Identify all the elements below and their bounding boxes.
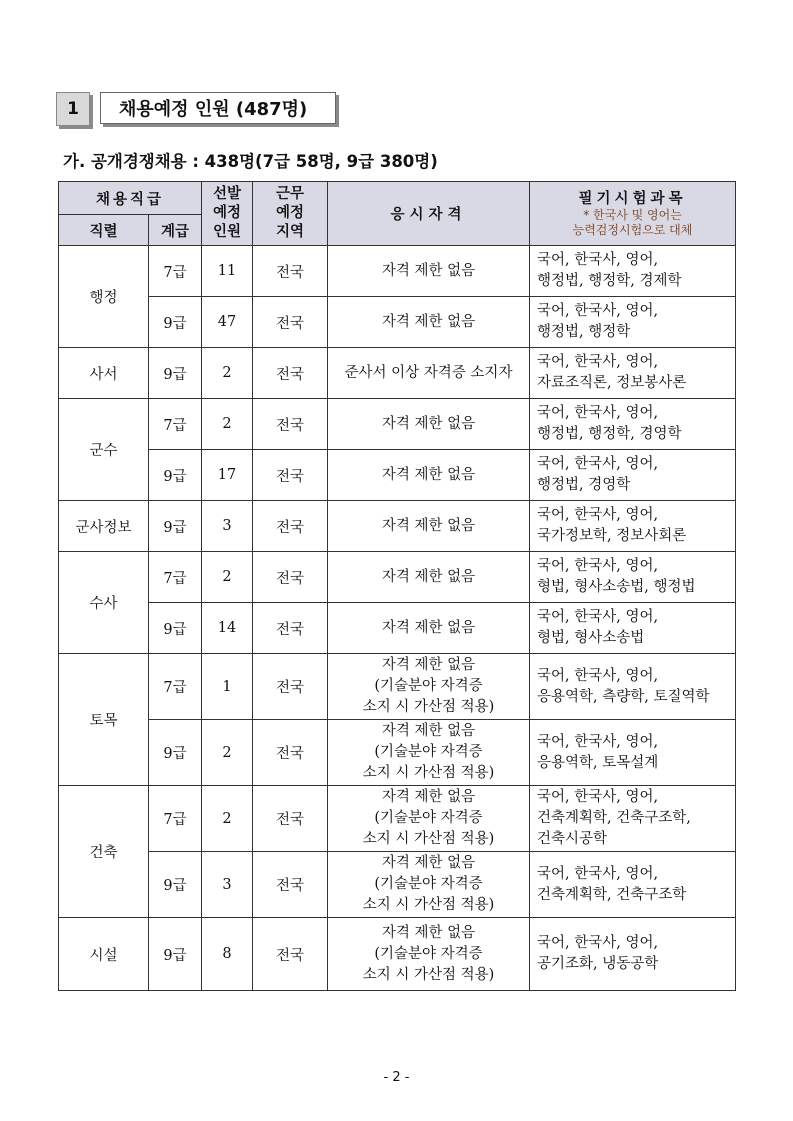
header-group: 채용직급 — [59, 182, 202, 215]
cell-series: 토목 — [59, 654, 149, 786]
table-row — [59, 246, 736, 297]
cell-qualification — [328, 348, 530, 399]
subject-line: 국어, 한국사, 영어, — [537, 865, 659, 882]
table-row — [59, 603, 736, 654]
subsection-title: 가. 공개경쟁채용 : 438명(7급 58명, 9급 380명) — [63, 152, 438, 171]
cell-grade: 9급 — [149, 603, 202, 654]
table-row — [59, 297, 736, 348]
cell-subjects — [530, 450, 736, 501]
header-count-line: 예정 — [212, 205, 241, 221]
qualification-line: 소지 시 가산점 적용) — [362, 831, 495, 847]
cell-region: 전국 — [253, 501, 328, 552]
cell-subjects — [530, 852, 736, 918]
cell-qualification — [328, 552, 530, 603]
subject-line: 국어, 한국사, 영어, — [537, 252, 659, 268]
qualification-line: 자격 제한 없음 — [381, 517, 476, 534]
subject-line: 국어, 한국사, 영어, — [537, 405, 659, 421]
cell-grade: 9급 — [149, 450, 202, 501]
subject-line: 국어, 한국사, 영어, — [537, 789, 659, 805]
cell-grade: 9급 — [149, 297, 202, 348]
cell-region: 전국 — [253, 603, 328, 654]
qualification-line: 자격 제한 없음 — [381, 568, 476, 585]
cell-subjects — [530, 246, 736, 297]
cell-region: 전국 — [253, 720, 328, 786]
subject-line: 국어, 한국사, 영어, — [537, 507, 659, 523]
cell-count: 11 — [202, 246, 253, 297]
cell-qualification — [328, 246, 530, 297]
qualification-line: (기술분야 자격증 — [374, 945, 483, 962]
header-region-line: 지역 — [275, 224, 304, 240]
cell-series: 시설 — [59, 918, 149, 991]
cell-series: 행정 — [59, 246, 149, 348]
qualification-line: 자격 제한 없음 — [381, 466, 476, 483]
subject-line: 응용역학, 토목설계 — [537, 754, 659, 771]
header-series: 직렬 — [59, 215, 149, 246]
header-subjects-label: 필기시험과목 — [578, 190, 687, 207]
qualification-line: 자격 제한 없음 — [381, 657, 476, 673]
header-grade: 계급 — [149, 215, 202, 246]
subject-line: 공기조화, 냉동공학 — [537, 956, 659, 972]
subject-line: 자료조직론, 정보봉사론 — [537, 375, 687, 391]
subject-line: 국어, 한국사, 영어, — [537, 733, 659, 750]
cell-series: 군수 — [59, 399, 149, 501]
cell-subjects — [530, 720, 736, 786]
table-row — [59, 852, 736, 918]
qualification-line: 준사서 이상 자격증 소지자 — [344, 364, 513, 381]
table-row — [59, 918, 736, 991]
table-row — [59, 786, 736, 852]
subject-line: 국어, 한국사, 영어, — [537, 667, 659, 684]
cell-region: 전국 — [253, 918, 328, 991]
qualification-line: 자격 제한 없음 — [381, 723, 476, 739]
cell-grade: 7급 — [149, 654, 202, 720]
subject-line: 국어, 한국사, 영어, — [537, 558, 659, 574]
qualification-line: 소지 시 가산점 적용) — [362, 765, 495, 781]
cell-region: 전국 — [253, 246, 328, 297]
cell-grade: 7급 — [149, 552, 202, 603]
header-count-line: 인원 — [212, 224, 241, 240]
cell-region: 전국 — [253, 399, 328, 450]
cell-series: 사서 — [59, 348, 149, 399]
cell-qualification — [328, 450, 530, 501]
cell-region: 전국 — [253, 450, 328, 501]
subject-line: 국어, 한국사, 영어, — [537, 354, 659, 370]
cell-count: 2 — [202, 720, 253, 786]
header-region — [253, 182, 328, 246]
cell-qualification — [328, 603, 530, 654]
cell-region: 전국 — [253, 348, 328, 399]
table-row — [59, 450, 736, 501]
header-note: * 한국사 및 영어는 — [583, 207, 682, 222]
cell-grade: 9급 — [149, 348, 202, 399]
cell-qualification — [328, 297, 530, 348]
page-number: - 2 - — [383, 1070, 410, 1085]
subject-line: 형법, 형사소송법, 행정법 — [537, 579, 696, 595]
cell-qualification — [328, 501, 530, 552]
subject-line: 건축계획학, 건축구조학, — [537, 810, 691, 826]
subject-line: 건축계획학, 건축구조학 — [537, 886, 687, 903]
cell-subjects — [530, 786, 736, 852]
cell-region: 전국 — [253, 852, 328, 918]
header-count-line: 선발 — [212, 186, 241, 202]
qualification-line: (기술분야 자격증 — [374, 678, 483, 694]
qualification-line: 자격 제한 없음 — [381, 313, 476, 330]
cell-count: 2 — [202, 552, 253, 603]
cell-grade: 9급 — [149, 720, 202, 786]
cell-grade: 7급 — [149, 786, 202, 852]
cell-qualification — [328, 918, 530, 991]
cell-qualification — [328, 786, 530, 852]
qualification-line: 자격 제한 없음 — [381, 262, 476, 279]
subject-line: 행정법, 행정학, 경제학 — [537, 273, 682, 289]
cell-count: 3 — [202, 501, 253, 552]
qualification-line: (기술분야 자격증 — [374, 876, 483, 892]
cell-series: 수사 — [59, 552, 149, 654]
qualification-line: 소지 시 가산점 적용) — [362, 897, 495, 913]
subject-line: 행정법, 경영학 — [537, 477, 631, 493]
cell-grade: 9급 — [149, 852, 202, 918]
cell-count: 8 — [202, 918, 253, 991]
section-header — [56, 92, 346, 130]
qualification-line: 자격 제한 없음 — [381, 415, 476, 432]
cell-subjects — [530, 918, 736, 991]
cell-qualification — [328, 852, 530, 918]
qualification-line: 소지 시 가산점 적용) — [362, 699, 495, 715]
qualification-line: 자격 제한 없음 — [381, 924, 476, 941]
cell-count: 3 — [202, 852, 253, 918]
header-note: 능력검정시험으로 대체 — [572, 222, 693, 237]
header-qualification: 응시자격 — [328, 182, 530, 246]
cell-count: 2 — [202, 786, 253, 852]
section-number: 1 — [56, 92, 90, 126]
qualification-line: (기술분야 자격증 — [374, 810, 483, 826]
qualification-line: (기술분야 자격증 — [374, 744, 483, 760]
cell-grade: 9급 — [149, 918, 202, 991]
cell-subjects — [530, 501, 736, 552]
table-row — [59, 720, 736, 786]
section-title: 채용예정 인원 (487명) — [100, 92, 336, 124]
cell-count: 2 — [202, 399, 253, 450]
subject-line: 형법, 형사소송법 — [537, 630, 645, 646]
cell-count: 17 — [202, 450, 253, 501]
header-region-line: 근무 — [275, 186, 304, 202]
cell-subjects — [530, 654, 736, 720]
subject-line: 국어, 한국사, 영어, — [537, 456, 659, 472]
cell-subjects — [530, 399, 736, 450]
table-row — [59, 654, 736, 720]
cell-region: 전국 — [253, 552, 328, 603]
subject-line: 응용역학, 측량학, 토질역학 — [537, 688, 710, 705]
subject-line: 행정법, 행정학, 경영학 — [537, 426, 682, 442]
subject-line: 행정법, 행정학 — [537, 324, 631, 340]
cell-qualification — [328, 399, 530, 450]
table-row — [59, 399, 736, 450]
qualification-line: 자격 제한 없음 — [381, 619, 476, 636]
subject-line: 국어, 한국사, 영어, — [537, 609, 659, 625]
cell-region: 전국 — [253, 654, 328, 720]
subject-line: 국어, 한국사, 영어, — [537, 303, 659, 319]
cell-subjects — [530, 552, 736, 603]
qualification-line: 자격 제한 없음 — [381, 789, 476, 805]
qualification-line: 자격 제한 없음 — [381, 855, 476, 871]
cell-region: 전국 — [253, 297, 328, 348]
subject-line: 국어, 한국사, 영어, — [537, 935, 659, 951]
header-region-line: 예정 — [275, 205, 304, 221]
cell-count: 1 — [202, 654, 253, 720]
cell-grade: 7급 — [149, 399, 202, 450]
cell-series: 건축 — [59, 786, 149, 918]
header-count — [202, 182, 253, 246]
cell-count: 14 — [202, 603, 253, 654]
cell-count: 2 — [202, 348, 253, 399]
cell-qualification — [328, 654, 530, 720]
subject-line: 건축시공학 — [537, 831, 608, 847]
table-row — [59, 348, 736, 399]
recruitment-table — [58, 181, 736, 991]
table-row — [59, 501, 736, 552]
cell-subjects — [530, 297, 736, 348]
cell-region: 전국 — [253, 786, 328, 852]
subject-line: 국가정보학, 정보사회론 — [537, 528, 687, 544]
cell-grade: 9급 — [149, 501, 202, 552]
cell-grade: 7급 — [149, 246, 202, 297]
cell-subjects — [530, 603, 736, 654]
cell-series: 군사정보 — [59, 501, 149, 552]
cell-qualification — [328, 720, 530, 786]
table-row — [59, 552, 736, 603]
cell-count: 47 — [202, 297, 253, 348]
header-subjects — [530, 182, 736, 246]
qualification-line: 소지 시 가산점 적용) — [362, 966, 495, 983]
cell-subjects — [530, 348, 736, 399]
